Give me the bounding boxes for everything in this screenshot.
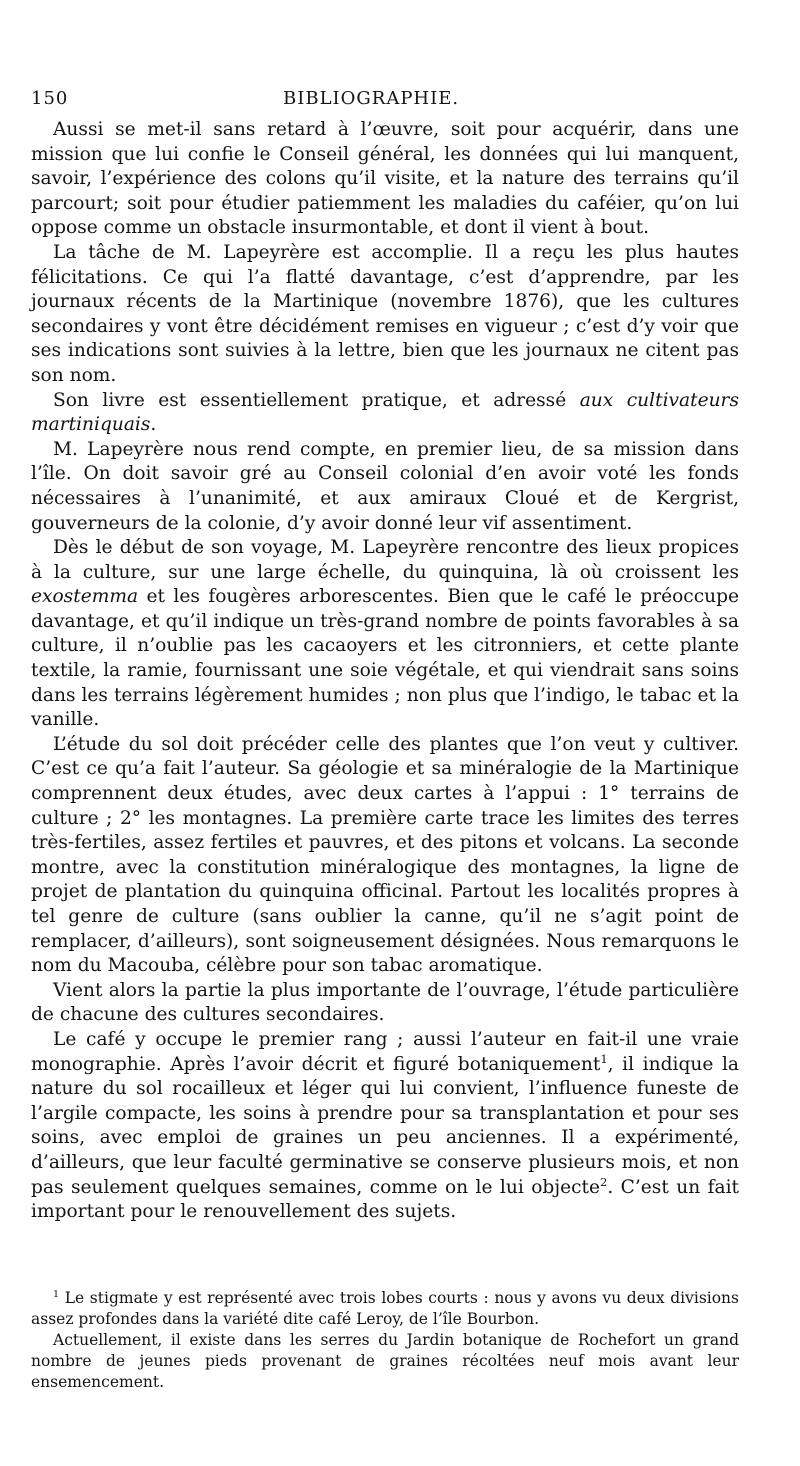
paragraph-3-start: Son livre est essentiellement pratique, et adressé (53, 389, 580, 411)
body-text (31, 118, 739, 1225)
paragraph-5-start: Dès le début de son voyage, M. Lapeyrère rencontre des lieux propices à la culture, sur une large échelle, du quinquina, là où croissent les (31, 537, 739, 583)
paragraph-7: Vient alors la partie la plus importante de l’ouvrage, l’étude particulière de chacune des cultures secondaires. (31, 979, 739, 1026)
paragraph-8-end: . C’est un fait important pour le renouvellement des sujets. (31, 1176, 739, 1223)
footnotes (31, 1288, 739, 1393)
paragraph-3-end: . (150, 414, 157, 436)
footnote-ref-2: 2 (599, 1174, 608, 1189)
footnote-ref-1: 1 (600, 1051, 608, 1066)
footnote-1 (31, 1288, 739, 1330)
paragraph-4: M. Lapeyrère nous rend compte, en premier lieu, de sa mission dans l’île. On doit savoir gré au Conseil colonial d’en avoir voté les fonds nécessaires à l’unanimité, et aux amiraux Cloué et de Kergrist, gouverneurs de la colonie, d’y avoir donné leur vif assentiment. (31, 438, 739, 534)
italic-word-exostemma: exostemma (31, 586, 139, 608)
paragraph-2: La tâche de M. Lapeyrère est accomplie. Il a reçu les plus hautes félicitations. Ce qui l’a flatté davantage, c’est d’apprendre, par les journaux récents de la Martinique (novembre 1876), que les cultures secondaires y vont être décidément remises en vigueur ; c’est d’y voir que ses indications sont suivies à la lettre, bien que les journaux ne citent pas son nom. (31, 241, 739, 386)
paragraph-5-end: et les fougères arborescentes. Bien que le café le préoccupe davantage, et qu’il indique un très-grand nombre de points favorables à sa culture, il n’oublie pas les cacaoyers et les citronniers, et cette plante textile, la ramie, fournissant une soie végétale, et qui viendrait sans soins dans les terrains légèrement humides ; non plus que l’indigo, le tabac et la vanille. (31, 586, 739, 731)
paragraph-6: L’étude du sol doit précéder celle des plantes que l’on veut y cultiver. C’est ce qu’a fait l’auteur. Sa géologie et sa minéralogie de la Martinique comprennent deux études, avec deux cartes à l’appui : 1° terrains de culture ; 2° les montagnes. La première carte trace les limites des terres très-fertiles, assez fertiles et pauvres, et des pitons et volcans. La seconde montre, avec la constitution minéralogique des montagnes, la ligne de projet de plantation du quinquina officinal. Partout les localités propres à tel genre de culture (sans oublier la canne, qu’il ne s’agit point de remplacer, d’ailleurs), sont soigneusement désignées. Nous remarquons le nom du Macouba, célèbre pour son tabac aromatique. (31, 733, 739, 977)
footnote-1-text: Le stigmate y est représenté avec trois lobes courts : nous y avons vu deux divisions assez profondes dans la variété dite café Leroy, de l’île Bourbon. (31, 1289, 739, 1328)
paragraph-1: Aussi se met-il sans retard à l’œuvre, soit pour acquérir, dans une mission que lui confie le Conseil général, les données qui lui manquent, savoir, l’expérience des colons qu’il visite, et la nature des terrains qu’il parcourt; soit pour étudier patiemment les maladies du caféier, qu’on lui oppose comme un obstacle insurmontable, et dont il vient à bout. (31, 119, 739, 239)
paragraph-5 (31, 536, 739, 733)
footnote-2: Actuellement, il existe dans les serres du Jardin botanique de Rochefort un grand nombre de jeunes pieds provenant de graines récoltées neuf mois avant leur ensemencement. (31, 1331, 739, 1391)
paragraph-3 (31, 389, 739, 438)
paragraph-8 (31, 1028, 739, 1225)
footnote-1-mark: 1 (53, 1288, 60, 1300)
italic-phrase-cultivateurs: aux cultivateurs martiniquais (31, 389, 739, 436)
page-number: 150 (31, 88, 69, 109)
running-head (31, 88, 739, 112)
paragraph-8-middle: , il indique la nature du sol rocailleux et léger qui lui convient, l’influence funeste de l’argile compacte, les soins à prendre pour sa transplantation et pour ses soins, avec emploi de graines un peu anciennes. Il a expérimenté, d’ailleurs, que leur faculté germinative se conserve plusieurs mois, et non pas seulement quelques semaines, comme on le lui objecte (31, 1053, 739, 1198)
running-title: BIBLIOGRAPHIE. (283, 88, 460, 109)
paragraph-8-start: Le café y occupe le premier rang ; aussi l’auteur en fait-il une vraie monographie. Après l’avoir décrit et figuré botaniquement (31, 1028, 739, 1075)
